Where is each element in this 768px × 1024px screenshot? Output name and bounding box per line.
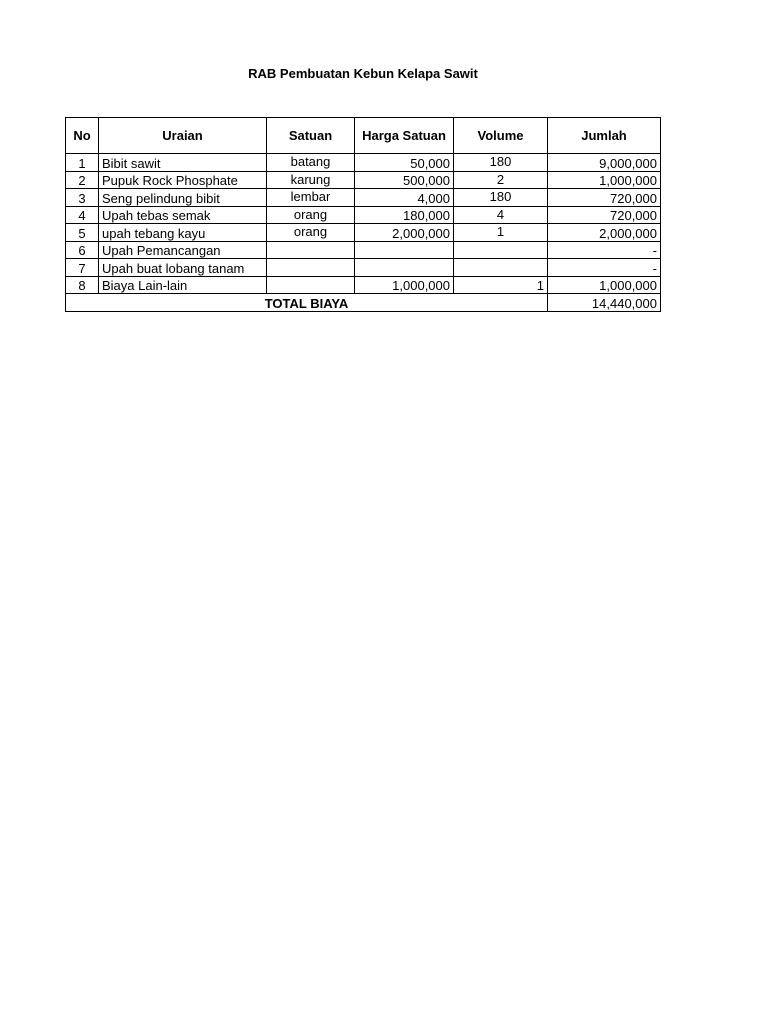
table-header-row [66, 118, 661, 154]
cell-harga: 2,000,000 [355, 224, 454, 242]
table-row [66, 171, 661, 189]
cell-jumlah: 2,000,000 [548, 224, 661, 242]
cell-satuan: karung [267, 171, 355, 189]
cell-no: 6 [66, 241, 99, 259]
cell-jumlah: - [548, 241, 661, 259]
budget-table [65, 117, 661, 312]
cell-no: 5 [66, 224, 99, 242]
cell-uraian: Upah buat lobang tanam [99, 259, 267, 277]
header-harga-satuan: Harga Satuan [355, 118, 454, 154]
table-row [66, 206, 661, 224]
cell-volume: 4 [454, 206, 548, 224]
document-title: RAB Pembuatan Kebun Kelapa Sawit [248, 66, 478, 81]
cell-satuan: orang [267, 206, 355, 224]
table-row [66, 154, 661, 172]
cell-uraian: Upah tebas semak [99, 206, 267, 224]
cell-uraian: Upah Pemancangan [99, 241, 267, 259]
cell-harga [355, 259, 454, 277]
table-row [66, 259, 661, 277]
header-jumlah: Jumlah [548, 118, 661, 154]
cell-satuan [267, 241, 355, 259]
cell-harga: 4,000 [355, 189, 454, 207]
cell-no: 3 [66, 189, 99, 207]
cell-no: 1 [66, 154, 99, 172]
header-no: No [66, 118, 99, 154]
cell-jumlah: - [548, 259, 661, 277]
cell-harga: 500,000 [355, 171, 454, 189]
table-row [66, 241, 661, 259]
cell-uraian: Pupuk Rock Phosphate [99, 171, 267, 189]
cell-uraian: Seng pelindung bibit [99, 189, 267, 207]
cell-harga [355, 241, 454, 259]
cell-satuan [267, 259, 355, 277]
cell-volume: 1 [454, 276, 548, 294]
total-label: TOTAL BIAYA [66, 294, 548, 312]
cell-volume [454, 259, 548, 277]
cell-jumlah: 9,000,000 [548, 154, 661, 172]
cell-satuan [267, 276, 355, 294]
cell-satuan: lembar [267, 189, 355, 207]
table-row [66, 224, 661, 242]
cell-jumlah: 1,000,000 [548, 171, 661, 189]
total-row [66, 294, 661, 312]
cell-uraian: upah tebang kayu [99, 224, 267, 242]
cell-uraian: Bibit sawit [99, 154, 267, 172]
cell-satuan: batang [267, 154, 355, 172]
cell-volume [454, 241, 548, 259]
cell-no: 8 [66, 276, 99, 294]
cell-harga: 1,000,000 [355, 276, 454, 294]
header-uraian: Uraian [99, 118, 267, 154]
table-row [66, 189, 661, 207]
cell-harga: 180,000 [355, 206, 454, 224]
cell-jumlah: 1,000,000 [548, 276, 661, 294]
cell-harga: 50,000 [355, 154, 454, 172]
cell-jumlah: 720,000 [548, 206, 661, 224]
cell-no: 2 [66, 171, 99, 189]
cell-satuan: orang [267, 224, 355, 242]
header-volume: Volume [454, 118, 548, 154]
cell-uraian: Biaya Lain-lain [99, 276, 267, 294]
cell-no: 4 [66, 206, 99, 224]
cell-jumlah: 720,000 [548, 189, 661, 207]
header-satuan: Satuan [267, 118, 355, 154]
cell-volume: 1 [454, 224, 548, 242]
total-value: 14,440,000 [548, 294, 661, 312]
cell-volume: 2 [454, 171, 548, 189]
cell-no: 7 [66, 259, 99, 277]
cell-volume: 180 [454, 189, 548, 207]
cell-volume: 180 [454, 154, 548, 172]
table-row [66, 276, 661, 294]
